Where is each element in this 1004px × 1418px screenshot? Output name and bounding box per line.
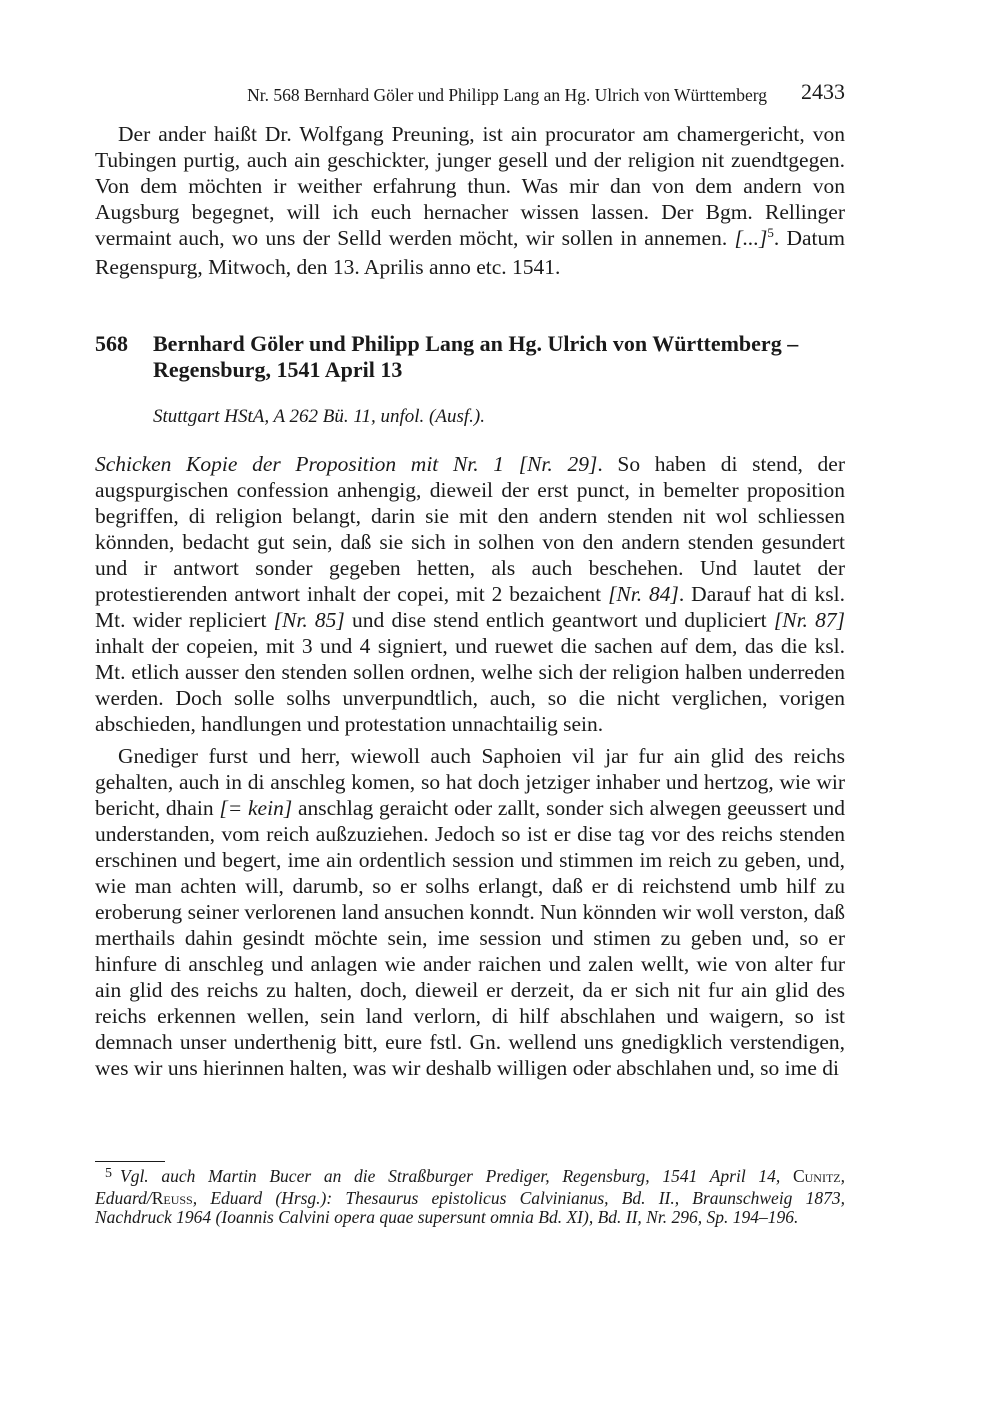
page-number: 2433 xyxy=(801,79,845,104)
document-title: Bernhard Göler und Philipp Lang an Hg. Ulrich von Württemberg – Regensburg, 1541 April 13 xyxy=(153,331,799,382)
footnote-rule xyxy=(95,1161,165,1162)
footnote-5: $^5$ Vgl. auch Martin Bucer an die Straßburger Prediger, Regensburg, 1541 April 14, Cunitz, Eduard/Reuss, Eduard (Hrsg.): Thesaurus epistolicus Calvinianus, Bd. II., Braunschweig 1873, Nachdruck 1964 (Ioannis Calvini opera quae supersunt omnia Bd. XI), Bd. II, Nr. 296, Sp. 194–196. xyxy=(95,1166,845,1227)
running-title: Nr. 568 Bernhard Göler und Philipp Lang an Hg. Ulrich von Württemberg xyxy=(247,85,767,105)
ref-nr-84: [Nr. 84] xyxy=(608,582,679,606)
continued-paragraph xyxy=(95,121,845,280)
cont-text: Der ander haißt Dr. Wolfgang Preuning, ist ain procurator am chamergericht, von Tubingen purtig, auch ain geschickter, junger gesell und der religion nit zuendtgegen. Von dem möchten ir weither erfahrung thun. Was mir dan von dem andern von Augsburg begegnet, will ich euch hernacher wissen lassen. Der Bgm. Rellinger vermaint auch, wo uns der Selld werden möcht, wir sollen in annemen. xyxy=(95,122,845,250)
editor-note: [= kein] xyxy=(219,796,293,820)
paragraph-2: Gnediger furst und herr, wiewoll auch Saphoien vil jar fur ain glid des reichs gehalten, auch in di anschleg komen, so hat doch jetziger inhaber und hertzog, wie wir bericht, dhain [= kein] anschlag geraicht oder zallt, sonder sich alwegen geeussert und understanden, vom reich außzuziehen. Jedoch so ist er dise tag vor des reichs stenden erschinen und begert, ime ain ordentlich session und stimmen im reich zu geben, und, wie man achten will, darumb, so er solhs erlangt, daß er di reichstend umb hilf zu eroberung seiner verlorenen land ansuchen konndt. Nun könnden wir woll verston, daß merthails dahin gesindt möchte sein, ime session und stimen zu geben und, so er hinfure di anschleg und anlagen wie ander raichen und zalen wellt, wie von alter fur ain glid des reichs zu halten, doch, dieweil er derzeit, da er sich nit fur ain glid des reichs erkennen wellen, sein land verlorn, di hilf abschlahen und waigern, so ist demnach unser underthenig bitt, eure fstl. Gn. wellend uns gnedigklich verstendigen, wes wir uns hierinnen halten, was wir deshalb willigen oder abschlahen und, so ime di xyxy=(95,744,845,1080)
document-body xyxy=(95,451,845,1081)
footnote-mark: 5 xyxy=(105,1166,112,1181)
author-cunitz: Cunitz xyxy=(792,1166,841,1186)
author-reuss: Reuss xyxy=(151,1187,193,1208)
ref-nr-87: [Nr. 87] xyxy=(773,608,846,632)
document-number: 568 xyxy=(95,331,128,356)
omission-mark: [...] xyxy=(734,226,768,250)
paragraph-1: Schicken Kopie der Proposition mit Nr. 1 [Nr. 29]. So haben di stend, der augspurgischen confession anhengig, dieweil der erst punct, in bemelter proposition begriffen, di religion belangt, darin sie mit den andern stenden nit wol schliessen könnden, bedacht gut sein, daß sie sich in solhen von den andern stenden gesundert und ir antwort sonder gegeben hetten, als auch beschehen. Und lautet der protestierenden antwort inhalt der copei, mit 2 bezaichent [Nr. 84]. Darauf hat di ksl. Mt. wider repliciert [Nr. 85] und dise stend entlich geantwort und dupliciert [Nr. 87] inhalt der copeien, mit 3 und 4 signiert, und ruewet die sachen auf dem, das die ksl. Mt. etlich ausser den stenden sollen ordnen, welhe sich der religion halben underreden werden. Doch solle solhs unverpundtlich, auch, so die nicht verglichen, vorigen abschieden, handlungen und protestation unnachtailig sein. xyxy=(95,452,846,736)
source-line: Stuttgart HStA, A 262 Bü. 11, unfol. (Ausf.). xyxy=(153,406,485,427)
footnote-reference: 5 xyxy=(767,225,774,240)
ref-nr-85: [Nr. 85] xyxy=(273,608,345,632)
running-head xyxy=(95,80,845,108)
cont-dateline: . Datum Regenspurg, Mitwoch, den 13. Aprilis anno etc. 1541. xyxy=(95,226,845,279)
continued-text xyxy=(95,121,845,280)
regest: Schicken Kopie der Proposition mit Nr. 1 [Nr. 29] xyxy=(95,452,598,476)
